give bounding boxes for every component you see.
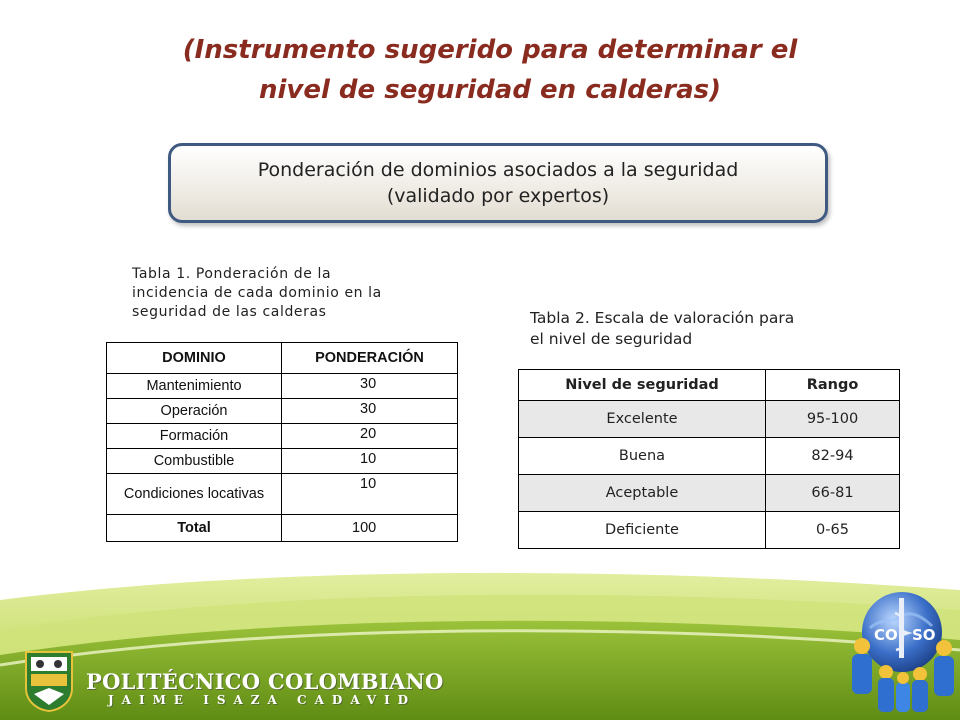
cell-nivel: Deficiente [519,512,766,549]
cell-total-label: Total [107,515,282,542]
cell-dominio: Combustible [107,449,282,474]
table-header-row [107,343,458,374]
slide-title [130,30,850,110]
cell-nivel: Aceptable [519,475,766,512]
table-row [107,449,458,474]
cell-nivel: Excelente [519,401,766,438]
header-rango: Rango [766,370,900,401]
header-nivel: Nivel de seguridad [519,370,766,401]
table-escala [518,369,900,549]
table-total-row [107,515,458,542]
table2-caption-line: Tabla 2. Escala de valoración para [530,309,795,327]
cell-total-value: 100 [282,515,458,542]
cell-ponderacion: 30 [282,374,458,399]
banner-line-2: (validado por expertos) [386,185,610,207]
cell-rango: 82-94 [766,438,900,475]
table-header-row [519,370,900,401]
table-row [519,438,900,475]
brand-name: POLITÉCNICO COLOMBIANO [86,669,444,694]
coso-globe-logo [840,588,958,718]
cell-rango: 0-65 [766,512,900,549]
banner-line-1: Ponderación de dominios asociados a la seguridad [257,159,739,181]
cell-ponderacion: 10 [282,474,458,515]
table-row [107,374,458,399]
coso-right-text: SO [912,626,936,644]
cell-dominio: Operación [107,399,282,424]
table-row [107,399,458,424]
cell-nivel: Buena [519,438,766,475]
table2-caption [530,308,860,350]
cell-rango: 66-81 [766,475,900,512]
cell-rango: 95-100 [766,401,900,438]
table-row [519,401,900,438]
table-dominios [106,342,458,542]
cell-dominio: Formación [107,424,282,449]
table-row [519,475,900,512]
banner [168,143,828,223]
coso-left-text: CO [874,626,898,644]
cell-dominio: Condiciones locativas [107,474,282,515]
politecnico-shield-logo [24,650,74,712]
title-line-1: (Instrumento sugerido para determinar el [182,35,798,65]
cell-ponderacion: 30 [282,399,458,424]
table1-caption-line: incidencia de cada dominio en la [132,285,382,301]
table2-caption-line: el nivel de seguridad [530,330,693,348]
table1-caption [132,265,432,322]
table1-caption-line: seguridad de las calderas [132,304,327,320]
brand-subtitle: JAIME ISAZA CADAVID [108,693,417,707]
header-dominio: DOMINIO [107,343,282,374]
table-row [107,474,458,515]
table-row [519,512,900,549]
table1-caption-line: Tabla 1. Ponderación de la [132,266,332,282]
header-ponderacion: PONDERACIÓN [282,343,458,374]
cell-dominio: Mantenimiento [107,374,282,399]
table-row [107,424,458,449]
cell-ponderacion: 10 [282,449,458,474]
cell-ponderacion: 20 [282,424,458,449]
title-line-2: nivel de seguridad en calderas) [258,75,722,105]
